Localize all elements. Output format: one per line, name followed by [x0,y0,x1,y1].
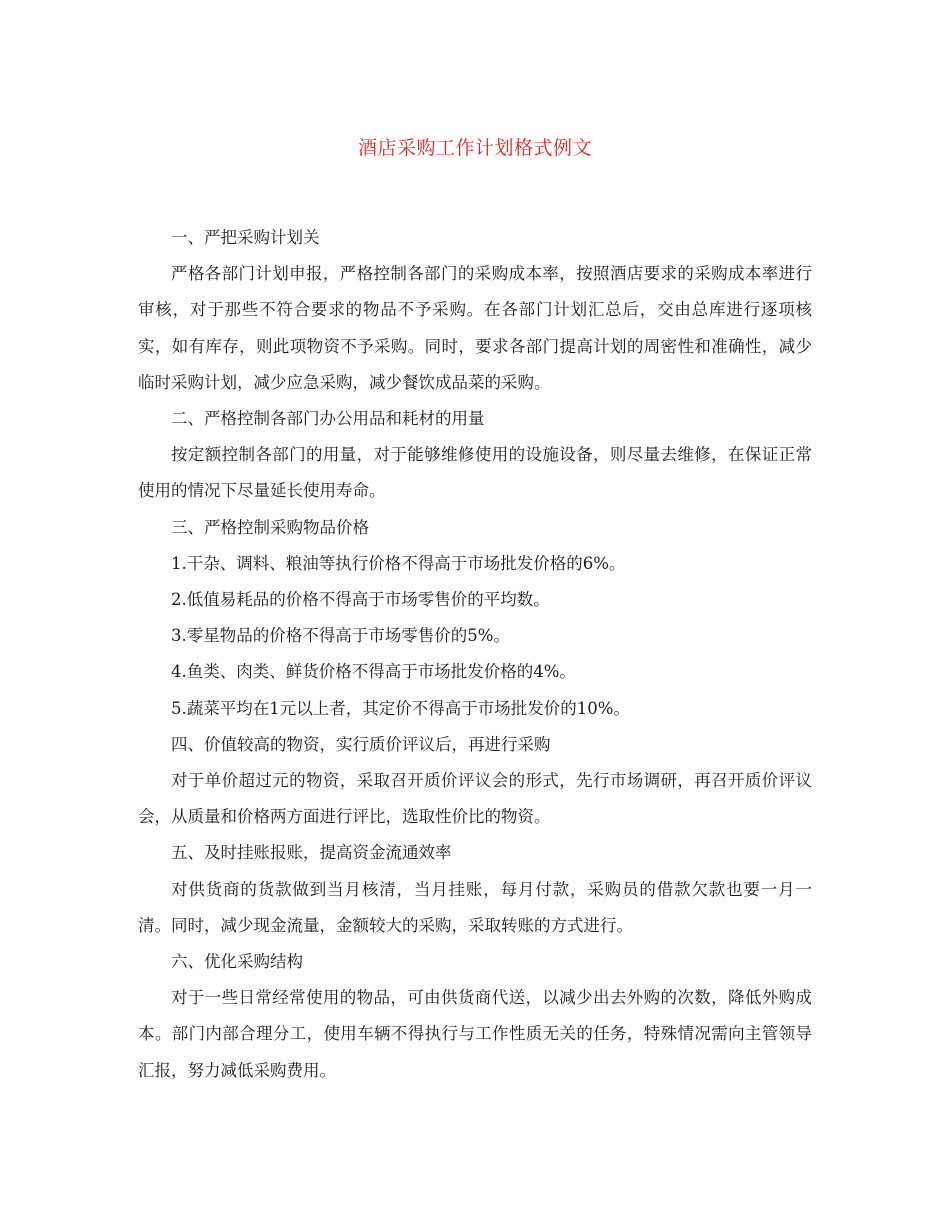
document-body [138,220,812,1089]
list-item-price-3: 3.零星物品的价格不得高于市场零售价的5%。 [171,626,510,646]
heading-2-office-supplies: 二、严格控制各部门办公用品和耗材的用量 [171,409,485,429]
list-item-price-1: 1.干杂、调料、粮油等执行价格不得高于市场批发价格的6%。 [171,553,626,573]
paragraph-procurement-plan: 严格各部门计划申报，严格控制各部门的采购成本率，按照酒店要求的采购成本率进行审核，对于那些不符合要求的物品不予采购。在各部门计划汇总后，交由总库进行逐项核实，如有库存，则此项物资不予采购。同时，要求各部门提高计划的周密性和准确性，减少临时采购计划，减少应急采购，减少餐饮成品菜的采购。 [138,264,812,392]
paragraph-accounts: 对供货商的货款做到当月核清，当月挂账，每月付款，采购员的借款欠款也要一月一清。同时，减少现金流量，金额较大的采购，采取转账的方式进行。 [138,879,812,935]
paragraph-quality-price-review: 对于单价超过元的物资，采取召开质价评议会的形式，先行市场调研，再召开质价评议会，从质量和价格两方面进行评比，选取性价比的物资。 [138,771,812,827]
heading-5-accounts: 五、及时挂账报账，提高资金流通效率 [171,843,452,863]
list-item-price-2: 2.低值易耗品的价格不得高于市场零售价的平均数。 [171,590,550,610]
document-title: 酒店采购工作计划格式例文 [357,137,592,159]
heading-1-procurement-plan: 一、严把采购计划关 [171,228,320,247]
heading-3-price-control: 三、严格控制采购物品价格 [171,517,369,537]
list-item-price-4: 4.鱼类、肉类、鲜货价格不得高于市场批发价格的4%。 [171,662,576,682]
paragraph-structure: 对于一些日常经常使用的物品，可由供货商代送，以减少出去外购的次数，降低外购成本。部门内部合理分工，使用车辆不得执行与工作性质无关的任务，特殊情况需向主管领导汇报，努力减低采购费用。 [138,988,812,1080]
list-item-price-5: 5.蔬菜平均在1元以上者，其定价不得高于市场批发价的10%。 [171,698,630,718]
paragraph-office-supplies: 按定额控制各部门的用量，对于能够维修使用的设施设备，则尽量去维修，在保证正常使用的情况下尽量延长使用寿命。 [138,445,812,501]
heading-6-structure: 六、优化采购结构 [171,952,303,972]
heading-4-quality-price-review: 四、价值较高的物资，实行质价评议后，再进行采购 [171,734,551,754]
